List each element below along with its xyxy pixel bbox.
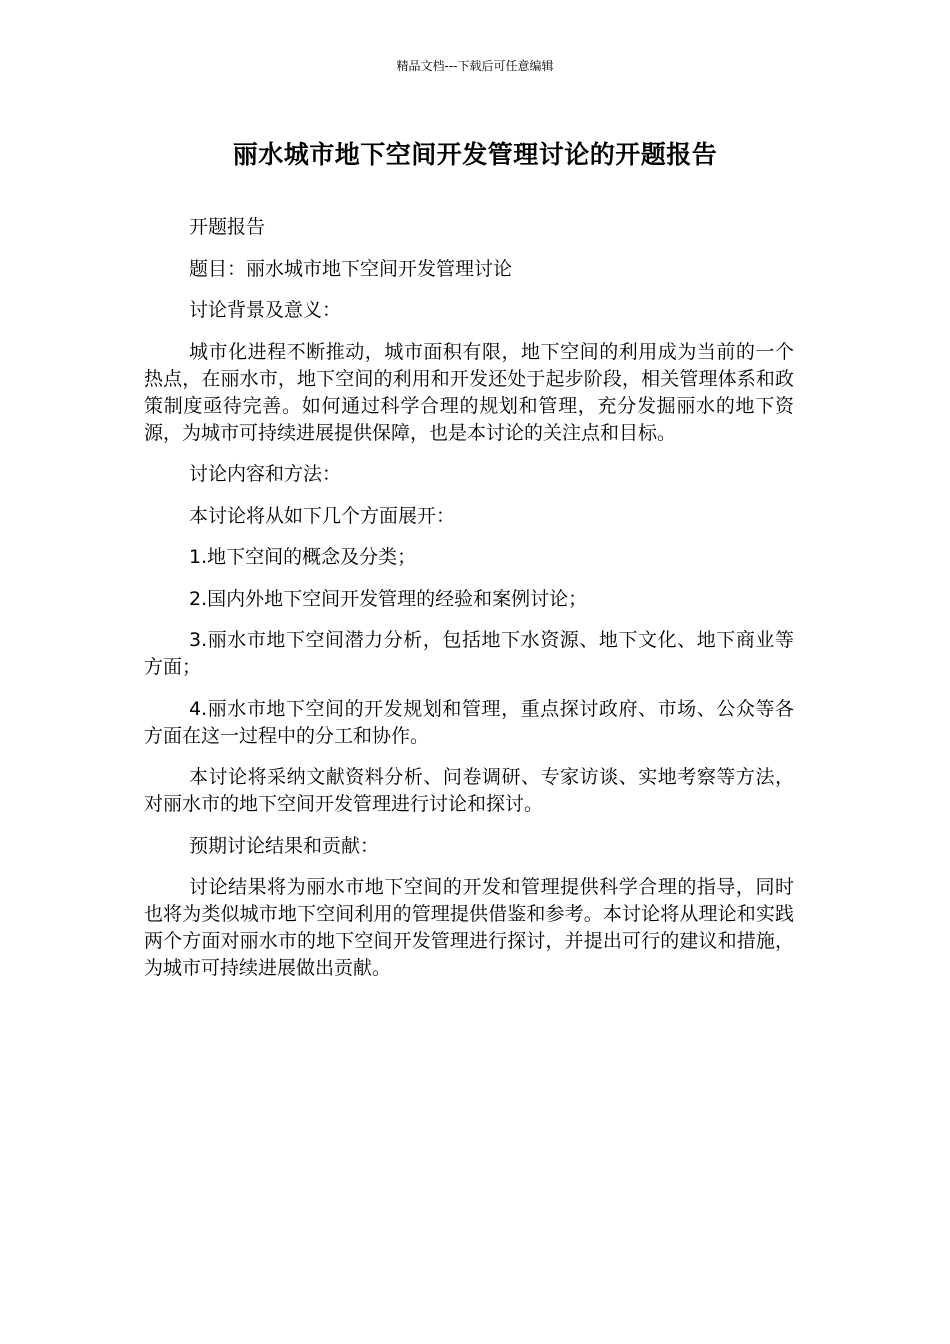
header-note: 精品文档---下载后可任意编辑 bbox=[396, 59, 554, 73]
heading-expected-results: 预期讨论结果和贡献： bbox=[189, 834, 380, 857]
paragraph-expected-results: 讨论结果将为丽水市地下空间的开发和管理提供科学合理的指导，同时也将为类似城市地下空间利用的管理提供借鉴和参考。本讨论将从理论和实践两个方面对丽水市的地下空间开发管理进行探讨，并提出可行的建议和措施，为城市可持续进展做出贡献。 bbox=[144, 876, 794, 979]
list-item-1: 1.地下空间的概念及分类； bbox=[189, 546, 417, 568]
document-body bbox=[144, 214, 794, 997]
list-item-3: 3.丽水市地下空间潜力分析，包括地下水资源、地下文化、地下商业等方面； bbox=[144, 629, 794, 678]
paragraph-report-label: 开题报告 bbox=[189, 216, 266, 238]
list-item-2: 2.国内外地下空间开发管理的经验和案例讨论； bbox=[189, 587, 588, 610]
paragraph-topic: 题目：丽水城市地下空间开发管理讨论 bbox=[189, 257, 513, 280]
list-item-4: 4.丽水市地下空间的开发规划和管理，重点探讨政府、市场、公众等各方面在这一过程中的分工和协作。 bbox=[144, 697, 794, 747]
document-title: 丽水城市地下空间开发管理讨论的开题报告 bbox=[232, 140, 718, 169]
paragraph-background: 城市化进程不断推动，城市面积有限，地下空间的利用成为当前的一个热点，在丽水市，地下空间的利用和开发还处于起步阶段，相关管理体系和政策制度亟待完善。如何通过科学合理的规划和管理，充分发掘丽水的地下资源，为城市可持续进展提供保障，也是本讨论的关注点和目标。 bbox=[144, 340, 794, 444]
paragraph-content-intro: 本讨论将从如下几个方面展开： bbox=[189, 504, 456, 527]
paragraph-methods: 本讨论将采纳文献资料分析、问卷调研、专家访谈、实地考察等方法，对丽水市的地下空间开发管理进行讨论和探讨。 bbox=[144, 766, 794, 815]
heading-background: 讨论背景及意义： bbox=[189, 299, 342, 321]
heading-content-methods: 讨论内容和方法： bbox=[189, 463, 342, 485]
